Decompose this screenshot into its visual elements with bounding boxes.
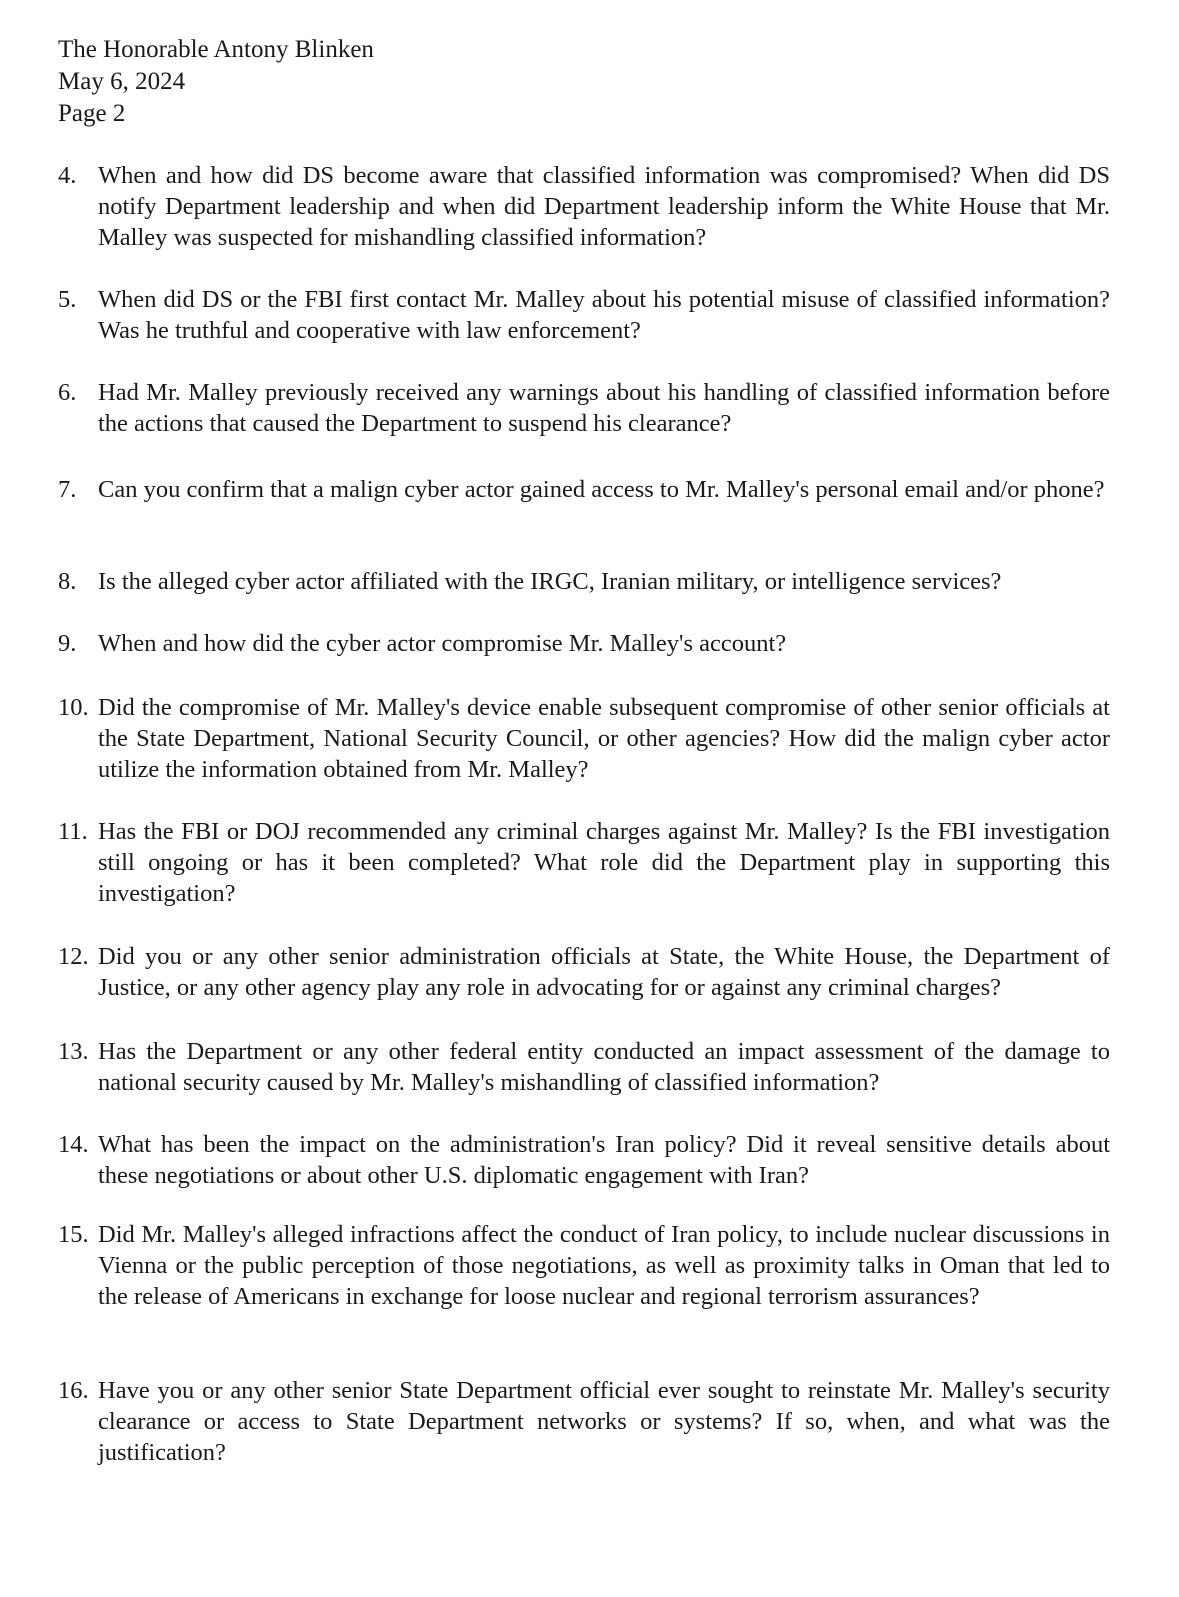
question-number: 13. [58, 1038, 89, 1065]
question-number: 14. [58, 1131, 89, 1158]
question-text: Had Mr. Malley previously received any warnings about his handling of classified information before the actions that caused the Department to suspend his clearance? [98, 379, 1110, 437]
question-text: When and how did DS become aware that classified information was compromised? When did DS notify Department leadership and when did Department leadership inform the White House that Mr. Malley was suspected for mishandling classified information? [98, 162, 1110, 251]
question-item [58, 566, 1110, 597]
question-text: Has the Department or any other federal entity conducted an impact assessment of the damage to national security caused by Mr. Malley's mishandling of classified information? [98, 1038, 1110, 1096]
question-item [58, 816, 1110, 909]
question-text: What has been the impact on the administration's Iran policy? Did it reveal sensitive details about these negotiations or about other U.S. diplomatic engagement with Iran? [98, 1131, 1110, 1189]
question-number: 9. [58, 630, 77, 657]
question-number: 15. [58, 1221, 89, 1248]
question-item [58, 941, 1110, 1003]
question-number: 10. [58, 694, 89, 721]
question-number: 12. [58, 943, 89, 970]
question-item [58, 160, 1110, 253]
question-text: Did the compromise of Mr. Malley's device enable subsequent compromise of other senior officials at the State Department, National Security Council, or other agencies? How did the malign cyber actor utilize the information obtained from Mr. Malley? [98, 694, 1110, 783]
question-number: 5. [58, 286, 77, 313]
question-number: 16. [58, 1377, 89, 1404]
question-item [58, 1036, 1110, 1098]
question-number: 8. [58, 568, 77, 595]
letter-header [58, 34, 374, 130]
question-text: Did you or any other senior administration officials at State, the White House, the Department of Justice, or any other agency play any role in advocating for or against any criminal charges? [98, 943, 1110, 1001]
question-number: 7. [58, 476, 77, 503]
question-item [58, 1219, 1110, 1312]
question-text: When did DS or the FBI first contact Mr. Malley about his potential misuse of classified information? Was he truthful and cooperative with law enforcement? [98, 286, 1110, 344]
recipient-name: The Honorable Antony Blinken [58, 36, 374, 63]
question-number: 11. [58, 818, 88, 845]
question-text: Have you or any other senior State Department official ever sought to reinstate Mr. Malley's security clearance or access to State Department networks or systems? If so, when, and what was the justification? [98, 1377, 1110, 1466]
question-text: Has the FBI or DOJ recommended any criminal charges against Mr. Malley? Is the FBI investigation still ongoing or has it been completed? What role did the Department play in supporting this investigation? [98, 818, 1110, 907]
letter-date: May 6, 2024 [58, 68, 186, 95]
question-text: When and how did the cyber actor compromise Mr. Malley's account? [98, 630, 787, 657]
question-item [58, 377, 1110, 439]
question-text: Can you confirm that a malign cyber actor gained access to Mr. Malley's personal email and/or phone? [98, 476, 1105, 503]
question-number: 4. [58, 162, 77, 189]
question-text: Did Mr. Malley's alleged infractions affect the conduct of Iran policy, to include nuclear discussions in Vienna or the public perception of those negotiations, as well as proximity talks in Oman that led to the release of Americans in exchange for loose nuclear and regional terrorism assurances? [98, 1221, 1110, 1310]
question-item [58, 628, 1110, 659]
question-item [58, 1375, 1110, 1468]
page-number: Page 2 [58, 100, 126, 127]
question-number: 6. [58, 379, 77, 406]
question-item [58, 474, 1110, 505]
question-item [58, 692, 1110, 785]
question-item [58, 1129, 1110, 1191]
question-item [58, 284, 1110, 346]
question-text: Is the alleged cyber actor affiliated with the IRGC, Iranian military, or intelligence services? [98, 568, 1002, 595]
